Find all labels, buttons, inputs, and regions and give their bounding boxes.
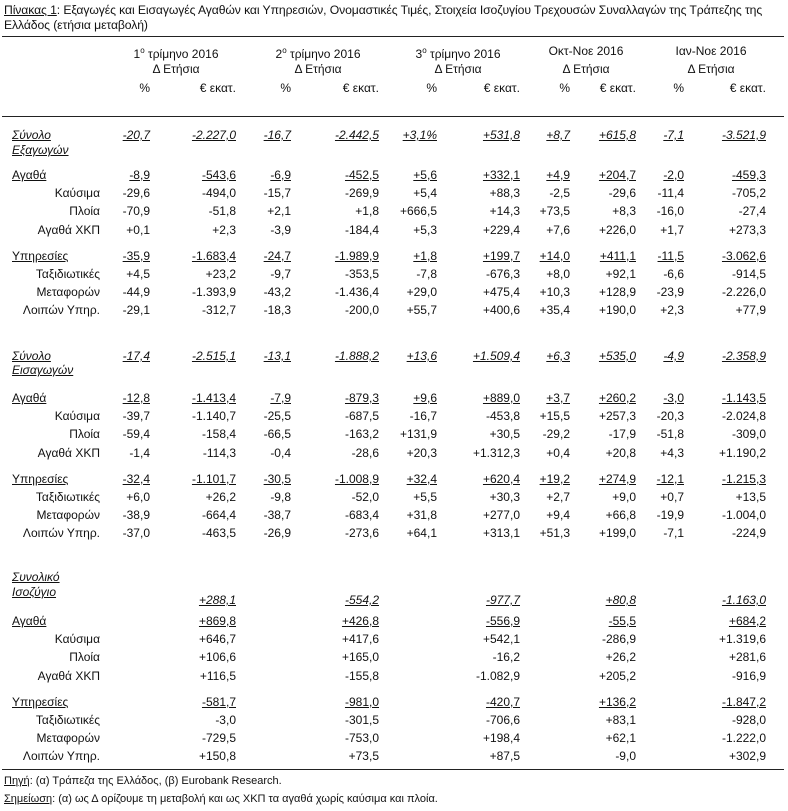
cell-value: +7,6 [546, 222, 570, 237]
cell-value: +9,4 [546, 508, 570, 523]
row-label: Λοιπών Υπηρ. [22, 303, 100, 318]
cell-value: +77,9 [735, 303, 766, 318]
cell-value: -29,2 [542, 427, 570, 442]
total-value: +8,7 [546, 128, 570, 142]
cell-value: -32,4 [122, 471, 150, 486]
cell-value: -29,1 [122, 303, 150, 318]
cell-value: -1,4 [129, 445, 150, 460]
row-label: Αγαθά [12, 391, 47, 405]
cell-value: -24,7 [263, 248, 291, 263]
total-value: -2.515,1 [191, 349, 236, 363]
cell-value: +260,2 [598, 391, 636, 405]
cell-value: +226,0 [598, 222, 636, 237]
cell-value: -20,3 [656, 409, 684, 424]
cell-value: +1,8 [355, 204, 379, 219]
cell-value: +2,3 [660, 303, 684, 318]
cell-value: +8,0 [546, 267, 570, 281]
period-subtitle: Δ Ετήσια [434, 62, 482, 76]
cell-value: -155,8 [344, 668, 379, 683]
cell-value: -879,3 [344, 391, 379, 405]
table-title-text: : Εξαγωγές και Εισαγωγές Αγαθών και Υπηρεσιών, Ονομαστικές Τιμές, Στοιχεία Ισοζυγίου Τρεχουσών Συναλλαγών της Τράπεζης της Ελλάδος (ετήσια μεταβολή) [4, 3, 763, 32]
cell-value: +15,5 [539, 409, 570, 424]
header-rule [2, 36, 784, 37]
total-value: +3,1% [402, 128, 437, 142]
cell-value: -17,9 [608, 427, 636, 442]
cell-value: +229,4 [482, 222, 520, 237]
period-title: $2^o$ τρίμηνο 2016 [275, 46, 361, 61]
cell-value: +4,5 [126, 267, 150, 281]
total-value: +615,8 [598, 128, 636, 142]
cell-value: +277,0 [482, 508, 520, 523]
row-label: Λοιπών Υπηρ. [22, 749, 100, 764]
row-label: Ταξιδιωτικές [35, 490, 100, 504]
cell-value: +32,4 [406, 471, 437, 486]
cell-value: -16,2 [492, 650, 520, 665]
cell-value: -729,5 [201, 731, 236, 746]
cell-value: -1.101,7 [191, 471, 236, 486]
cell-value: +66,8 [605, 508, 636, 523]
cell-value: -114,3 [202, 445, 236, 460]
cell-value: +6,0 [126, 490, 150, 504]
cell-value: +281,6 [728, 650, 766, 665]
row-label: Ταξιδιωτικές [35, 267, 100, 281]
cell-value: -16,0 [656, 204, 684, 219]
cell-value: +35,4 [539, 303, 570, 318]
cell-value: -705,2 [731, 186, 766, 201]
source-footnote [4, 775, 282, 787]
period-title: $1^o$ τρίμηνο 2016 [133, 46, 219, 61]
cell-value: +13,5 [735, 490, 766, 504]
cell-value: -12,1 [656, 471, 684, 486]
section-label-2: Εισαγωγών [12, 363, 74, 377]
total-value: +535,0 [598, 349, 636, 363]
cell-value: -30,5 [263, 471, 291, 486]
cell-value: +205,2 [598, 668, 636, 683]
cell-value: -914,5 [731, 267, 766, 281]
cell-value: -38,7 [263, 508, 291, 523]
cell-value: -1.082,9 [475, 668, 520, 683]
cell-value: -6,9 [270, 168, 291, 182]
cell-value: -459,3 [731, 168, 766, 182]
total-value: -2.227,0 [191, 128, 236, 142]
cell-value: -3,0 [663, 391, 684, 405]
cell-value: +165,0 [341, 650, 379, 665]
cell-value: +8,3 [612, 204, 636, 219]
cell-value: +26,2 [205, 490, 236, 504]
cell-value: -664,4 [201, 508, 236, 523]
cell-value: -163,2 [344, 427, 379, 442]
cell-value: +30,5 [489, 427, 520, 442]
cell-value: -3,0 [215, 713, 236, 727]
unit-pct: % [673, 81, 684, 95]
row-label: Λοιπών Υπηρ. [22, 526, 100, 541]
cell-value: -15,7 [263, 186, 291, 201]
row-label: Αγαθά ΧΚΠ [37, 668, 100, 683]
period-subtitle: Δ Ετήσια [294, 62, 342, 76]
cell-value: -676,3 [485, 267, 520, 281]
cell-value: +5,5 [413, 490, 437, 504]
cell-value: -9,8 [270, 490, 291, 504]
cell-value: -38,9 [122, 508, 150, 523]
cell-value: +257,3 [598, 409, 636, 424]
total-value: +531,8 [482, 128, 520, 142]
cell-value: +55,7 [406, 303, 437, 318]
header-bottom-rule [2, 116, 784, 117]
row-label: Αγαθά [12, 614, 47, 628]
cell-value: -1.004,0 [721, 508, 766, 523]
cell-value: +51,3 [539, 526, 570, 541]
row-label: Μεταφορών [36, 731, 100, 746]
cell-value: -1.222,0 [721, 731, 766, 746]
cell-value: +475,4 [482, 285, 520, 300]
cell-value: -55,5 [608, 614, 636, 628]
cell-value: -2,5 [549, 186, 570, 201]
cell-value: -1.215,3 [721, 471, 766, 486]
cell-value: -224,9 [731, 526, 766, 541]
cell-value: +426,8 [341, 614, 379, 628]
cell-value: -43,2 [263, 285, 291, 300]
cell-value: +88,3 [489, 186, 520, 201]
cell-value: +3,7 [546, 391, 570, 405]
row-label: Καύσιμα [54, 186, 100, 201]
total-value: -13,1 [263, 349, 291, 363]
cell-value: -26,9 [263, 526, 291, 541]
cell-value: -35,9 [122, 248, 150, 263]
period-title: Οκτ-Νοε 2016 [548, 44, 624, 58]
cell-value: +83,1 [605, 713, 636, 727]
cell-value: -59,4 [122, 427, 150, 442]
section-label: Συνολικό [12, 570, 60, 584]
total-value: -3.521,9 [721, 128, 766, 142]
cell-value: +2,1 [267, 204, 291, 219]
row-label: Καύσιμα [54, 409, 100, 424]
cell-value: -9,0 [615, 749, 636, 764]
cell-value: -2,0 [663, 168, 684, 182]
row-label: Καύσιμα [54, 632, 100, 647]
cell-value: -1.393,9 [191, 285, 236, 300]
cell-value: -1.140,7 [191, 409, 236, 424]
unit-eur: € εκατ. [483, 81, 520, 95]
total-value: -1.163,0 [721, 593, 766, 607]
cell-value: -916,9 [731, 668, 766, 683]
cell-value: -25,5 [263, 409, 291, 424]
cell-value: +1,8 [413, 248, 437, 263]
cell-value: +4,3 [660, 445, 684, 460]
total-value: -977,7 [485, 593, 520, 607]
cell-value: +4,9 [546, 168, 570, 182]
cell-value: -12,8 [122, 391, 150, 405]
row-label: Μεταφορών [36, 508, 100, 523]
cell-value: -6,6 [663, 267, 684, 281]
cell-value: +30,3 [489, 490, 520, 504]
total-value: -2.442,5 [334, 128, 379, 142]
cell-value: -39,7 [122, 409, 150, 424]
cell-value: +87,5 [489, 749, 520, 764]
unit-pct: % [280, 81, 291, 95]
cell-value: +1.319,6 [718, 632, 766, 647]
cell-value: +62,1 [605, 731, 636, 746]
cell-value: +400,6 [482, 303, 520, 318]
total-value: +80,8 [605, 593, 636, 607]
cell-value: +190,0 [598, 303, 636, 318]
cell-value: +131,9 [399, 427, 437, 442]
cell-value: -687,5 [344, 409, 379, 424]
cell-value: +5,4 [413, 186, 437, 201]
cell-value: -1.008,9 [334, 471, 379, 486]
cell-value: +302,9 [728, 749, 766, 764]
cell-value: +14,3 [489, 204, 520, 219]
cell-value: +199,7 [482, 248, 520, 263]
cell-value: +2,7 [546, 490, 570, 504]
total-value: +13,6 [406, 349, 437, 363]
cell-value: +20,3 [406, 445, 437, 460]
cell-value: -28,6 [351, 445, 379, 460]
cell-value: +19,2 [539, 471, 570, 486]
row-label: Ταξιδιωτικές [35, 713, 100, 727]
cell-value: +199,0 [598, 526, 636, 541]
total-value: -554,2 [344, 593, 379, 607]
row-label: Υπηρεσίες [12, 694, 69, 709]
cell-value: -29,6 [608, 186, 636, 201]
table-title [4, 3, 784, 33]
cell-value: -286,9 [601, 632, 636, 647]
period-subtitle: Δ Ετήσια [152, 62, 200, 76]
total-value: +288,1 [198, 593, 236, 607]
unit-eur: € εκατ. [599, 81, 636, 95]
cell-value: -452,5 [344, 168, 379, 182]
cell-value: +23,2 [205, 267, 236, 281]
ordinal-superscript: ο [282, 46, 287, 55]
cell-value: -18,3 [263, 303, 291, 318]
period-title: $3^o$ τρίμηνο 2016 [415, 46, 501, 61]
cell-value: -3,9 [270, 222, 291, 237]
unit-pct: % [426, 81, 437, 95]
cell-value: -1.683,4 [191, 248, 236, 263]
cell-value: -11,5 [657, 248, 684, 263]
row-label: Αγαθά [12, 168, 47, 182]
ordinal-superscript: ο [140, 46, 145, 55]
cell-value: +10,3 [539, 285, 570, 300]
cell-value: -7,1 [663, 526, 684, 541]
cell-value: +150,8 [198, 749, 236, 764]
row-label: Αγαθά ΧΚΠ [37, 222, 100, 237]
cell-value: +128,9 [598, 285, 636, 300]
cell-value: -184,4 [344, 222, 379, 237]
cell-value: -543,6 [201, 168, 236, 182]
cell-value: +198,4 [482, 731, 520, 746]
table-bottom-rule [2, 769, 784, 770]
cell-value: -420,7 [485, 694, 520, 709]
total-value: -7,1 [663, 128, 684, 142]
cell-value: +204,7 [598, 168, 636, 182]
cell-value: -1.847,2 [721, 694, 766, 709]
total-value: -20,7 [122, 128, 150, 142]
cell-value: +64,1 [406, 526, 437, 541]
cell-value: -1.143,5 [721, 391, 766, 405]
cell-value: +417,6 [341, 632, 379, 647]
cell-value: +411,1 [599, 248, 636, 263]
cell-value: +20,8 [605, 445, 636, 460]
cell-value: -2.024,8 [721, 409, 766, 424]
cell-value: +29,0 [406, 285, 437, 300]
cell-value: +313,1 [482, 526, 520, 541]
unit-pct: % [559, 81, 570, 95]
row-label: Πλοία [69, 427, 100, 442]
cell-value: +0,4 [546, 445, 570, 460]
cell-value: -1.436,4 [334, 285, 379, 300]
cell-value: -463,5 [201, 526, 236, 541]
cell-value: +620,4 [482, 471, 520, 486]
cell-value: -312,7 [201, 303, 236, 318]
cell-value: -683,4 [344, 508, 379, 523]
cell-value: +1.190,2 [718, 445, 766, 460]
cell-value: +5,3 [413, 222, 437, 237]
cell-value: -16,7 [409, 409, 437, 424]
unit-eur: € εκατ. [199, 81, 236, 95]
cell-value: -706,6 [485, 713, 520, 727]
cell-value: -928,0 [731, 713, 766, 727]
unit-eur: € εκατ. [729, 81, 766, 95]
cell-value: +1,7 [660, 222, 684, 237]
cell-value: -27,4 [738, 204, 766, 219]
row-label: Υπηρεσίες [12, 471, 69, 486]
cell-value: -981,0 [344, 694, 379, 709]
cell-value: -581,7 [201, 694, 236, 709]
cell-value: -158,4 [201, 427, 236, 442]
row-label: Μεταφορών [36, 285, 100, 300]
cell-value: +1.312,3 [472, 445, 520, 460]
period-subtitle: Δ Ετήσια [562, 62, 610, 76]
note-footnote [4, 793, 438, 805]
period-subtitle: Δ Ετήσια [687, 62, 735, 76]
cell-value: -309,0 [731, 427, 766, 442]
cell-value: +542,1 [482, 632, 520, 647]
cell-value: -7,9 [270, 391, 291, 405]
cell-value: -301,5 [344, 713, 379, 727]
period-title: Ιαν-Νοε 2016 [675, 44, 747, 58]
cell-value: -11,4 [657, 186, 684, 201]
row-label: Υπηρεσίες [12, 248, 69, 263]
cell-value: +273,3 [728, 222, 766, 237]
total-value: -16,7 [263, 128, 291, 142]
total-value: +1.509,4 [472, 349, 520, 363]
cell-value: +9,0 [612, 490, 636, 504]
cell-value: +0,1 [126, 222, 150, 237]
cell-value: +26,2 [605, 650, 636, 665]
row-label: Πλοία [69, 650, 100, 665]
cell-value: -52,0 [351, 490, 379, 504]
cell-value: +646,7 [198, 632, 236, 647]
cell-value: +106,6 [198, 650, 236, 665]
cell-value: +31,8 [406, 508, 437, 523]
cell-value: +274,9 [598, 471, 636, 486]
row-label: Αγαθά ΧΚΠ [37, 445, 100, 460]
note-text: : (α) ως Δ ορίζουμε τη μεταβολή και ως ΧΚΠ τα αγαθά χωρίς καύσιμα και πλοία. [52, 793, 438, 805]
cell-value: -19,9 [656, 508, 684, 523]
source-label: Πηγή [4, 775, 30, 787]
cell-value: -66,5 [263, 427, 291, 442]
unit-pct: % [139, 81, 150, 95]
section-label-2: Εξαγωγών [12, 143, 69, 157]
cell-value: -0,4 [270, 445, 291, 460]
cell-value: +889,0 [482, 391, 520, 405]
cell-value: -353,5 [344, 267, 379, 281]
ordinal-superscript: ο [422, 46, 427, 55]
cell-value: +2,3 [212, 222, 236, 237]
cell-value: +5,6 [413, 168, 437, 182]
cell-value: +116,5 [199, 668, 236, 683]
total-value: -2.358,9 [721, 349, 766, 363]
cell-value: +136,2 [598, 694, 636, 709]
cell-value: -29,6 [122, 186, 150, 201]
cell-value: -753,0 [344, 731, 379, 746]
cell-value: +92,1 [605, 267, 636, 281]
cell-value: -23,9 [656, 285, 684, 300]
section-label: Σύνολο [12, 128, 51, 142]
note-label: Σημείωση [4, 793, 53, 805]
table-title-label: Πίνακας 1 [4, 3, 57, 17]
cell-value: -8,9 [129, 168, 150, 182]
cell-value: -51,8 [656, 427, 684, 442]
cell-value: +9,6 [413, 391, 437, 405]
cell-value: -453,8 [485, 409, 520, 424]
cell-value: -44,9 [122, 285, 150, 300]
section-label-2: Ισοζύγιο [12, 585, 57, 599]
cell-value: -1.989,9 [334, 248, 379, 263]
section-label: Σύνολο [12, 349, 51, 363]
cell-value: -2.226,0 [721, 285, 766, 300]
cell-value: -51,8 [208, 204, 236, 219]
cell-value: -7,8 [416, 267, 437, 281]
cell-value: -494,0 [201, 186, 236, 201]
cell-value: +666,5 [399, 204, 437, 219]
cell-value: -9,7 [270, 267, 291, 281]
cell-value: -556,9 [485, 614, 520, 628]
cell-value: -273,6 [344, 526, 379, 541]
cell-value: +869,8 [198, 614, 236, 628]
cell-value: -1.413,4 [191, 391, 236, 405]
cell-value: +0,7 [660, 490, 684, 504]
total-value: +6,3 [546, 349, 570, 363]
cell-value: -269,9 [344, 186, 379, 201]
cell-value: +332,1 [482, 168, 520, 182]
cell-value: -3.062,6 [721, 248, 766, 263]
cell-value: +73,5 [348, 749, 379, 764]
cell-value: +14,0 [539, 248, 570, 263]
cell-value: -37,0 [122, 526, 150, 541]
source-text: : (α) Τράπεζα της Ελλάδος, (β) Eurobank Research. [29, 775, 282, 787]
cell-value: -200,0 [344, 303, 379, 318]
row-label: Πλοία [69, 204, 100, 219]
cell-value: +684,2 [728, 614, 766, 628]
total-value: -4,9 [663, 349, 684, 363]
cell-value: -70,9 [122, 204, 150, 219]
total-value: -1.888,2 [334, 349, 379, 363]
cell-value: +73,5 [539, 204, 570, 219]
unit-eur: € εκατ. [342, 81, 379, 95]
total-value: -17,4 [122, 349, 150, 363]
